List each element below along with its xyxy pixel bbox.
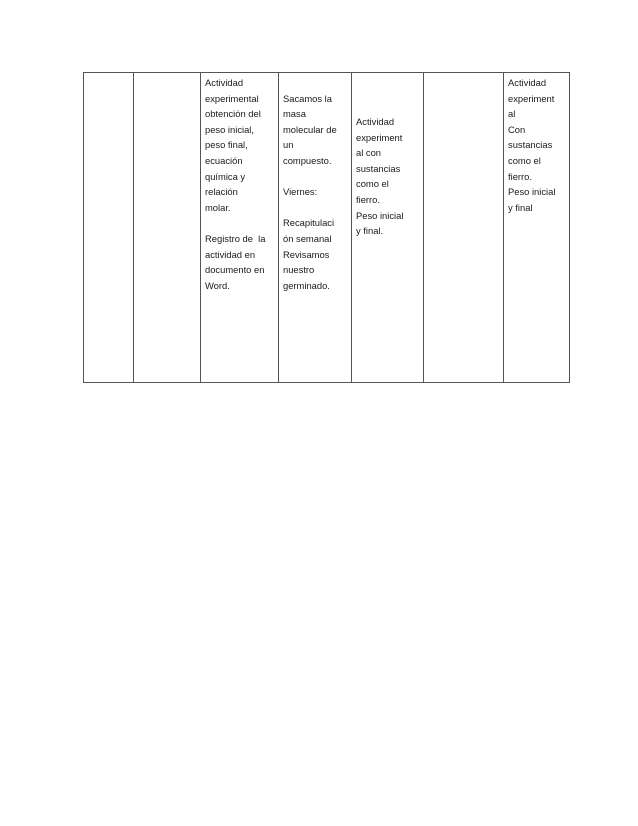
table-row (84, 73, 570, 383)
activity-table (83, 72, 570, 383)
table-cell-3 (201, 73, 279, 383)
table-cell-4 (279, 73, 352, 383)
cell-text: Actividad experiment al Con sustancias como el fierro. Peso inicial y final (508, 77, 556, 213)
table-cell-2 (134, 73, 201, 383)
table-cell-6 (424, 73, 504, 383)
cell-text (424, 73, 503, 75)
cell-text: Sacamos la masa molecular de un compuesto. Viernes: Recapitulaci ón semanal Revisamos nuestro germinado. (283, 92, 337, 291)
table-cell-1 (84, 73, 134, 383)
cell-text: Actividad experimental obtención del peso inicial, peso final, ecuación química y relación molar. Registro de la actividad en documento en Word. (205, 77, 266, 291)
table-cell-7 (504, 73, 570, 383)
cell-text (84, 73, 133, 75)
table-cell-5 (352, 73, 424, 383)
cell-text: Actividad experiment al con sustancias como el fierro. Peso inicial y final. (356, 116, 404, 237)
cell-text (134, 73, 200, 75)
